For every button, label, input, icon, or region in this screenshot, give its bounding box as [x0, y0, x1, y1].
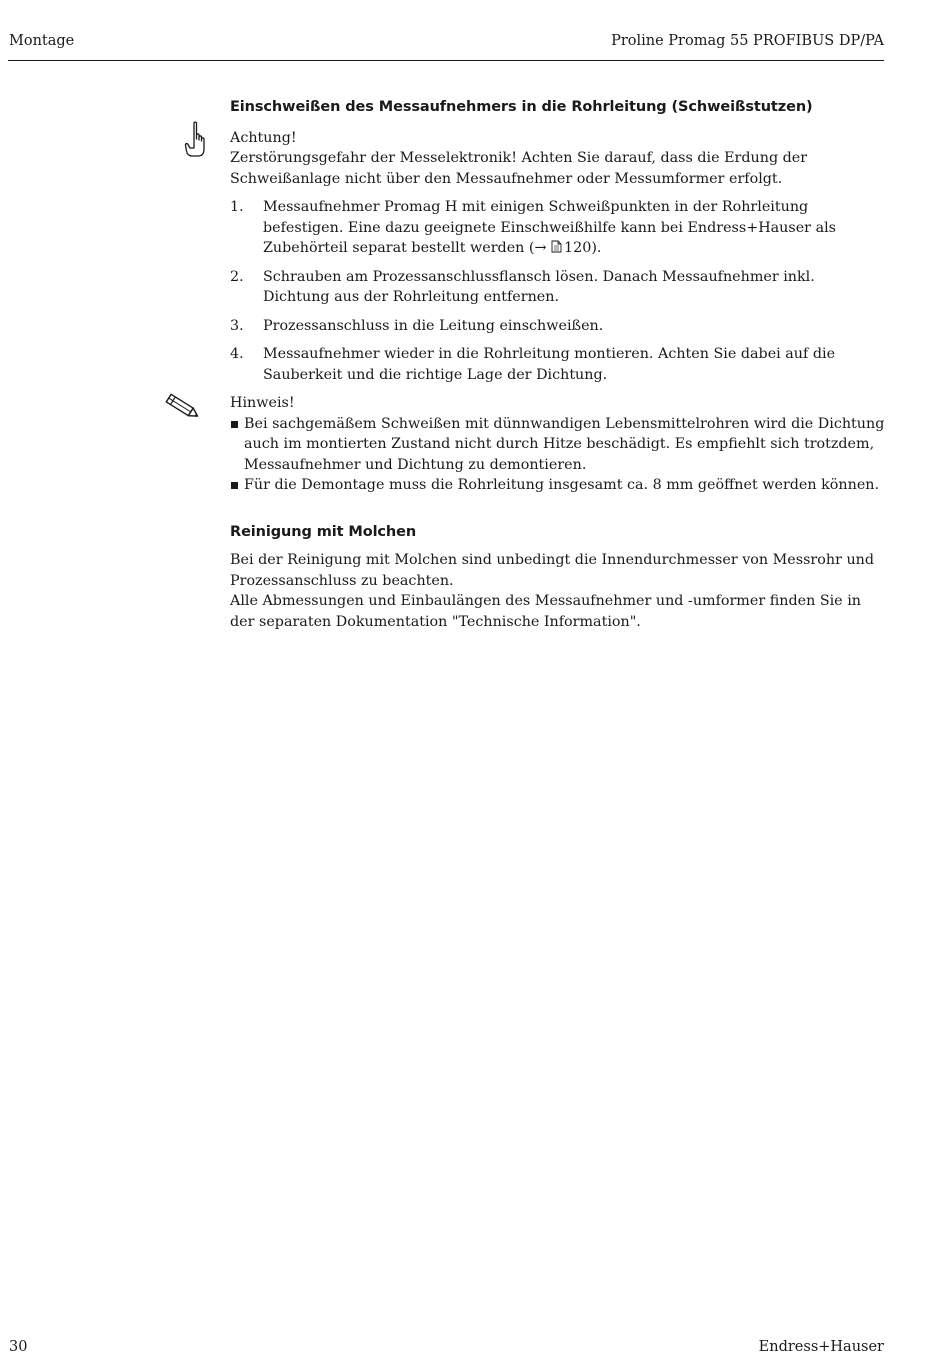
- list-item: [230, 267, 885, 308]
- step-text: Prozessanschluss in die Leitung einschweißen.: [263, 317, 604, 334]
- note-text: Für die Demontage muss die Rohrleitung insgesamt ca. 8 mm geöffnet werden können.: [244, 477, 880, 493]
- pencil-icon: [162, 393, 202, 421]
- list-item: [230, 414, 885, 476]
- bullet-square-icon: [231, 421, 238, 428]
- list-item: [230, 475, 885, 496]
- note-text: Bei sachgemäßem Schweißen mit dünnwandigen Lebensmittelrohren wird die Dichtung auch im montierten Zustand nicht durch Hitze beschädigt. Es empfiehlt sich trotzdem, Messaufnehmer und Dichtung zu demontieren.: [244, 415, 885, 473]
- bullet-square-icon: [231, 482, 238, 489]
- step-text: Messaufnehmer Promag H mit einigen Schweißpunkten in der Rohrleitung befestigen. Eine dazu geeignete Einschweißhilfe kann bei Endress+Hauser als Zubehörteil separat bestellt werden (→: [263, 199, 836, 256]
- header-product-title: Proline Promag 55 PROFIBUS DP/PA: [611, 33, 884, 49]
- step-text: Schrauben am Prozessanschlussflansch lösen. Danach Messaufnehmer inkl. Dichtung aus der Rohrleitung entfernen.: [263, 268, 815, 305]
- header-section-title: Montage: [9, 33, 75, 49]
- welding-steps-list: [230, 197, 885, 385]
- footer-brand: Endress+Hauser: [758, 1339, 884, 1355]
- main-content: [230, 97, 885, 632]
- step-number: 3.: [230, 317, 244, 334]
- header-divider: [8, 60, 884, 61]
- dimensions-paragraph: Alle Abmessungen und Einbaulängen des Messaufnehmer und -umformer finden Sie in der separaten Dokumentation "Technische Information".: [230, 593, 861, 630]
- page-reference-icon: [551, 240, 562, 253]
- caution-label: Achtung!: [230, 129, 297, 146]
- note-label: Hinweis!: [230, 395, 295, 411]
- page-number: 30: [9, 1339, 28, 1355]
- list-item: [230, 197, 885, 259]
- note-list: [230, 414, 885, 496]
- step-number: 1.: [230, 199, 244, 215]
- cleaning-paragraph: Bei der Reinigung mit Molchen sind unbedingt die Innendurchmesser von Messrohr und Prozessanschluss zu beachten.: [230, 552, 875, 589]
- list-item: [230, 316, 885, 337]
- page-reference-link[interactable]: 120: [564, 240, 592, 256]
- step-number: 4.: [230, 346, 244, 362]
- step-text: Messaufnehmer wieder in die Rohrleitung montieren. Achten Sie dabei auf die Sauberkeit und die richtige Lage der Dichtung.: [263, 346, 836, 383]
- section-heading-cleaning: Reinigung mit Molchen: [230, 523, 417, 540]
- pointing-hand-icon: [183, 121, 209, 161]
- list-item: [230, 344, 885, 385]
- step-number: 2.: [230, 268, 244, 285]
- caution-text: Zerstörungsgefahr der Messelektronik! Achten Sie darauf, dass die Erdung der Schweißanlage nicht über den Messaufnehmer oder Messumformer erfolgt.: [230, 150, 808, 187]
- step-text-end: ).: [591, 240, 602, 256]
- section-heading-welding: Einschweißen des Messaufnehmers in die Rohrleitung (Schweißstutzen): [230, 99, 813, 115]
